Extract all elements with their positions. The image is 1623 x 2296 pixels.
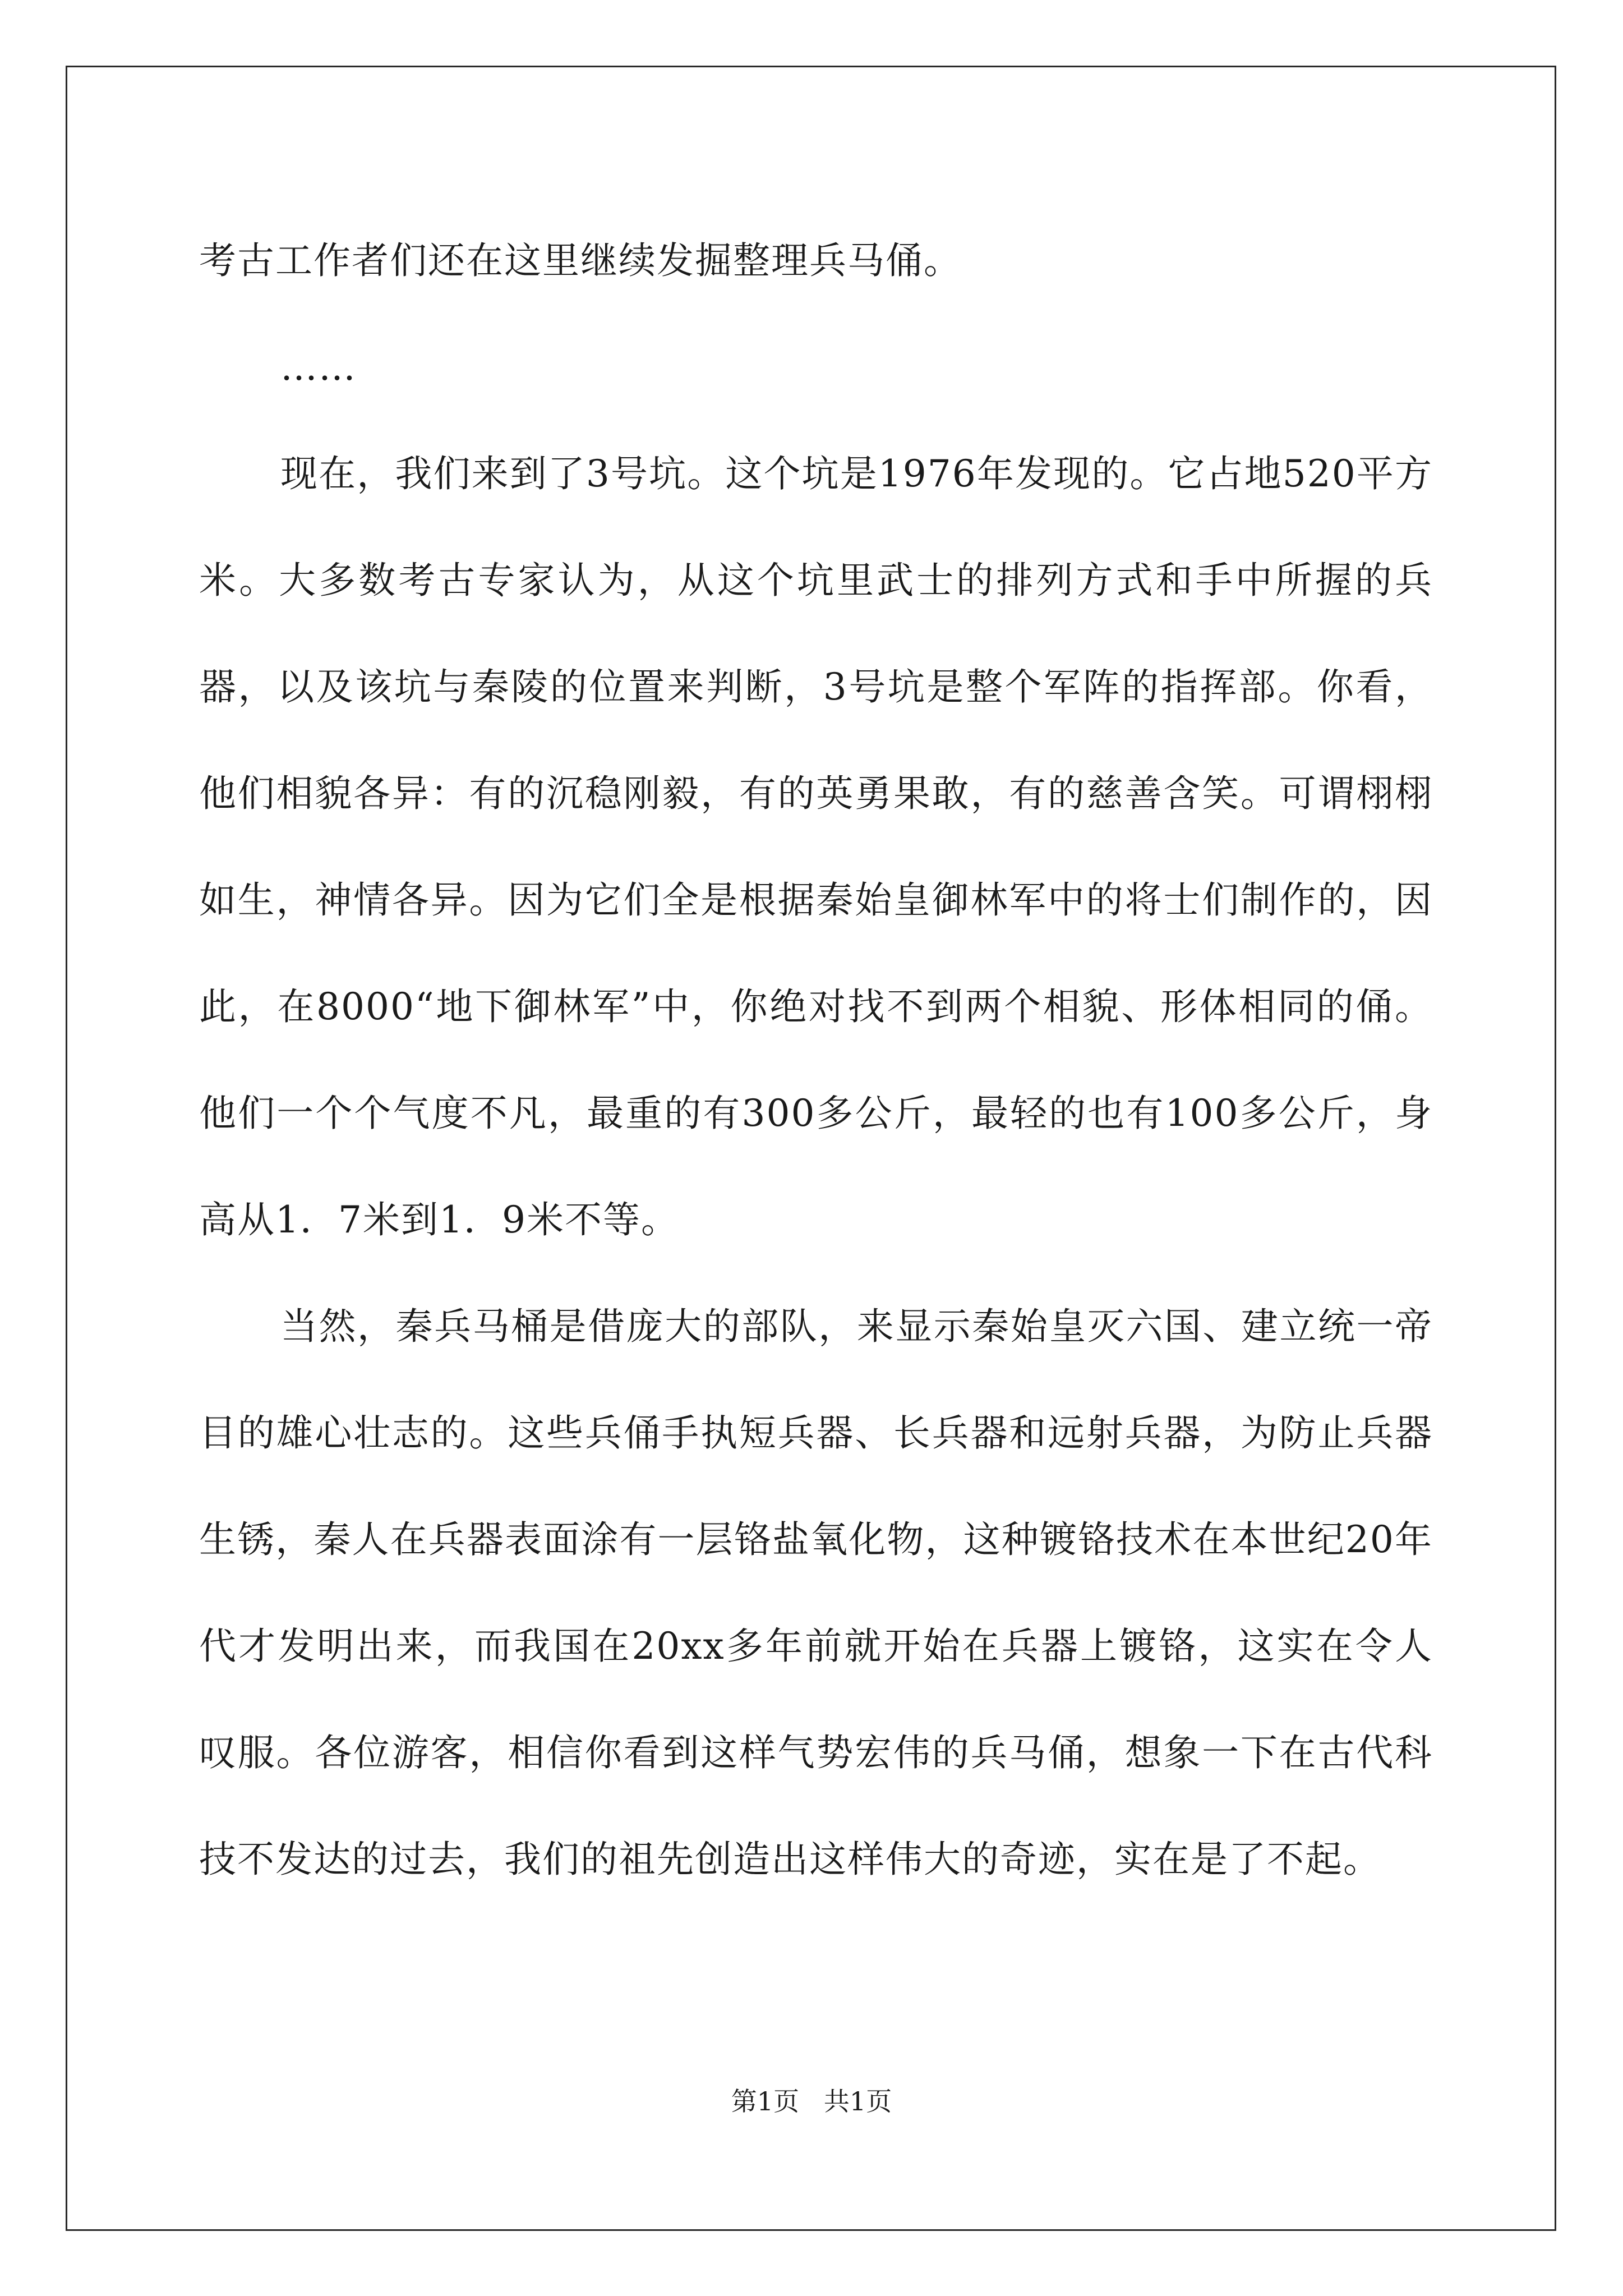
paragraph-conclusion: 当然，秦兵马桶是借庞大的部队，来显示秦始皇灭六国、建立统一帝目的雄心壮志的。这些兵俑手执短兵器、长兵器和远射兵器，为防止兵器生锈，秦人在兵器表面涂有一层铬盐氧化物，这种镀铬技术在本世纪20年代才发明出来，而我国在20xx多年前就开始在兵器上镀铬，这实在令人叹服。各位游客，相信你看到这样气势宏伟的兵马俑，想象一下在古代科技不发达的过去，我们的祖先创造出这样伟大的奇迹，实在是了不起。	[199, 1305, 1433, 1881]
document-body	[199, 208, 1433, 1913]
paragraph-ellipsis: ……	[280, 346, 357, 389]
paragraph-1: 考古工作者们还在这里继续发掘整理兵马俑。	[199, 239, 962, 282]
page-footer: 第1页 共1页	[731, 2086, 892, 2116]
paragraph-pit-3: 现在，我们来到了3号坑。这个坑是1976年发现的。它占地520平方米。大多数考古专家认为，从这个坑里武士的排列方式和手中所握的兵器，以及该坑与秦陵的位置来判断，3号坑是整个军阵的指挥部。你看，他们相貌各异：有的沉稳刚毅，有的英勇果敢，有的慈善含笑。可谓栩栩如生，神情各异。因为它们全是根据秦始皇御林军中的将士们制作的，因此，在8000“地下御林军”中，你绝对找不到两个相貌、形体相同的俑。他们一个个气度不凡，最重的有300多公斤，最轻的也有100多公斤，身高从1．7米到1．9米不等。	[199, 452, 1433, 1241]
